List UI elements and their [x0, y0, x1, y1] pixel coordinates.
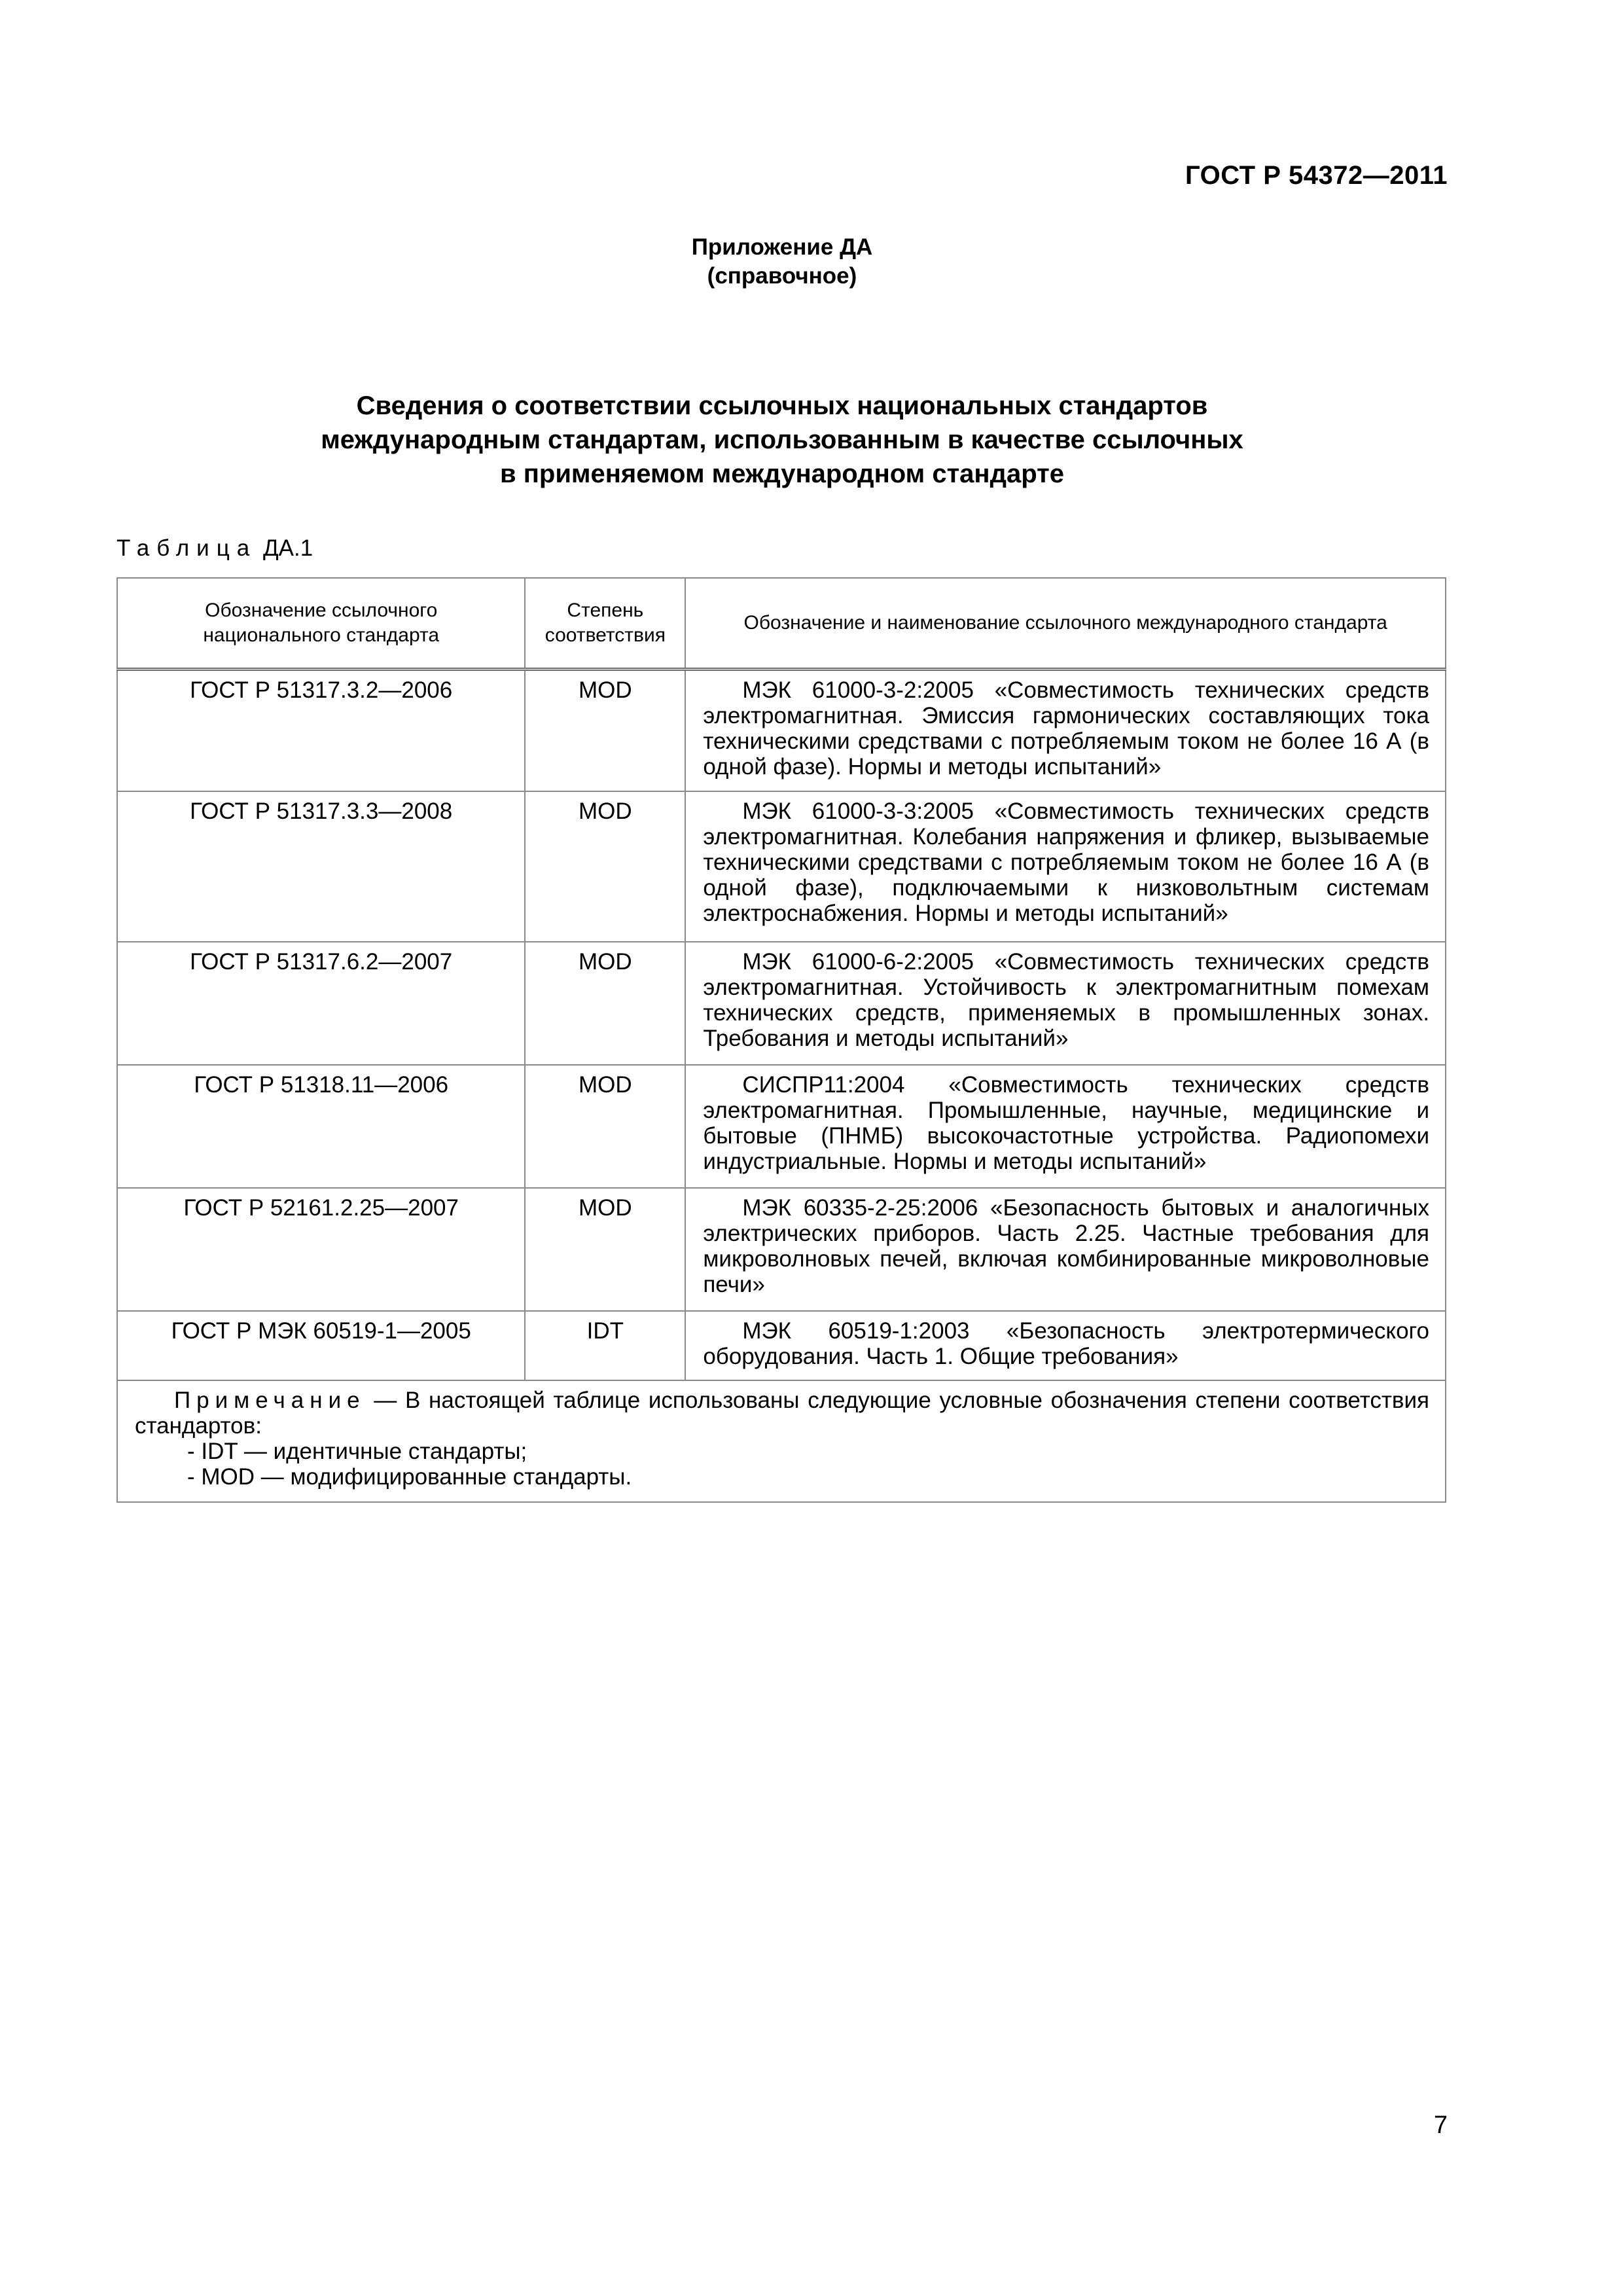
note-label: Примечание — [174, 1387, 366, 1413]
national-standard-cell: ГОСТ Р 51318.11—2006 — [117, 1065, 525, 1188]
table-note-row — [117, 1380, 1446, 1502]
degree-cell: MOD — [525, 791, 685, 942]
note-paragraph — [135, 1388, 1429, 1439]
note-item-mod: - MOD — модифицированные стандарты. — [187, 1463, 632, 1490]
degree-cell: MOD — [525, 1188, 685, 1311]
table-row — [117, 670, 1446, 791]
section-title — [0, 389, 1564, 491]
international-standard-cell — [685, 1311, 1446, 1380]
international-standard-cell — [685, 670, 1446, 791]
page-number: 7 — [1433, 2111, 1448, 2139]
international-standard-text: СИСПР11:2004 «Совместимость технических средств электромагнитная. Промышленные, научные, медицинские и бытовые (ПНМБ) высокочастотные устройства. Радиопомехи индустриальные. Нормы и методы испытаний» — [703, 1071, 1429, 1174]
degree-cell: IDT — [525, 1311, 685, 1380]
national-standard-cell: ГОСТ Р МЭК 60519-1—2005 — [117, 1311, 525, 1380]
appendix-heading — [0, 233, 1564, 291]
note-text: — В настоящей таблице использованы следующие условные обозначения степени соответствия стандартов: — [135, 1387, 1429, 1439]
table-row — [117, 791, 1446, 942]
appendix-title: Приложение ДА — [691, 234, 873, 260]
table-caption-word: Таблица — [116, 535, 257, 561]
international-standard-cell — [685, 1065, 1446, 1188]
international-standard-text: МЭК 61000-6-2:2005 «Совместимость технических средств электромагнитная. Устойчивость к электромагнитным помехам технических средств, применяемых в промышленных зонах. Требования и методы испытаний» — [703, 948, 1429, 1051]
degree-cell: MOD — [525, 670, 685, 791]
international-standard-text: МЭК 61000-3-2:2005 «Совместимость технических средств электромагнитная. Эмиссия гармонических составляющих тока техническими средствами с потребляемым током не более 16 А (в одной фазе). Нормы и методы испытаний» — [703, 677, 1429, 780]
appendix-subtitle: (справочное) — [707, 263, 857, 289]
international-standard-text: МЭК 60519-1:2003 «Безопасность электротермического оборудования. Часть 1. Общие требования» — [703, 1318, 1429, 1369]
national-standard-cell: ГОСТ Р 51317.3.2—2006 — [117, 670, 525, 791]
international-standard-cell — [685, 942, 1446, 1065]
national-standard-cell: ГОСТ Р 51317.6.2—2007 — [117, 942, 525, 1065]
table-row — [117, 942, 1446, 1065]
reference-standards-table — [116, 577, 1446, 1503]
table-caption-number: ДА.1 — [262, 535, 313, 561]
table-row — [117, 1188, 1446, 1311]
table-caption — [116, 534, 313, 563]
international-standard-text: МЭК 61000-3-3:2005 «Совместимость технических средств электромагнитная. Колебания напряжения и фликер, вызываемые техническими средствами с потребляемым током не более 16 А (в одной фазе), подключаемыми к низковольтным системам электроснабжения. Нормы и методы испытаний» — [703, 798, 1429, 926]
title-line-2: международным стандартам, использованным в качестве ссылочных — [321, 425, 1243, 454]
header-national-standard: Обозначение ссылочного национального стандарта — [117, 578, 525, 670]
degree-cell: MOD — [525, 1065, 685, 1188]
national-standard-cell: ГОСТ Р 52161.2.25—2007 — [117, 1188, 525, 1311]
header-degree: Степень соответствия — [525, 578, 685, 670]
table-note — [117, 1380, 1446, 1502]
degree-cell: MOD — [525, 942, 685, 1065]
international-standard-cell — [685, 1188, 1446, 1311]
title-line-1: Сведения о соответствии ссылочных национальных стандартов — [356, 391, 1208, 420]
header-international-standard: Обозначение и наименование ссылочного международного стандарта — [685, 578, 1446, 670]
table-header-row — [117, 578, 1446, 670]
table-row — [117, 1311, 1446, 1380]
table-row — [117, 1065, 1446, 1188]
title-line-3: в применяемом международном стандарте — [500, 459, 1064, 488]
international-standard-text: МЭК 60335-2-25:2006 «Безопасность бытовых и аналогичных электрических приборов. Часть 2.25. Частные требования для микроволновых печей, включая комбинированные микроволновые печи» — [703, 1194, 1429, 1297]
note-item-idt: - IDT — идентичные стандарты; — [187, 1438, 527, 1464]
international-standard-cell — [685, 791, 1446, 942]
document-code: ГОСТ Р 54372—2011 — [1185, 161, 1448, 190]
national-standard-cell: ГОСТ Р 51317.3.3—2008 — [117, 791, 525, 942]
